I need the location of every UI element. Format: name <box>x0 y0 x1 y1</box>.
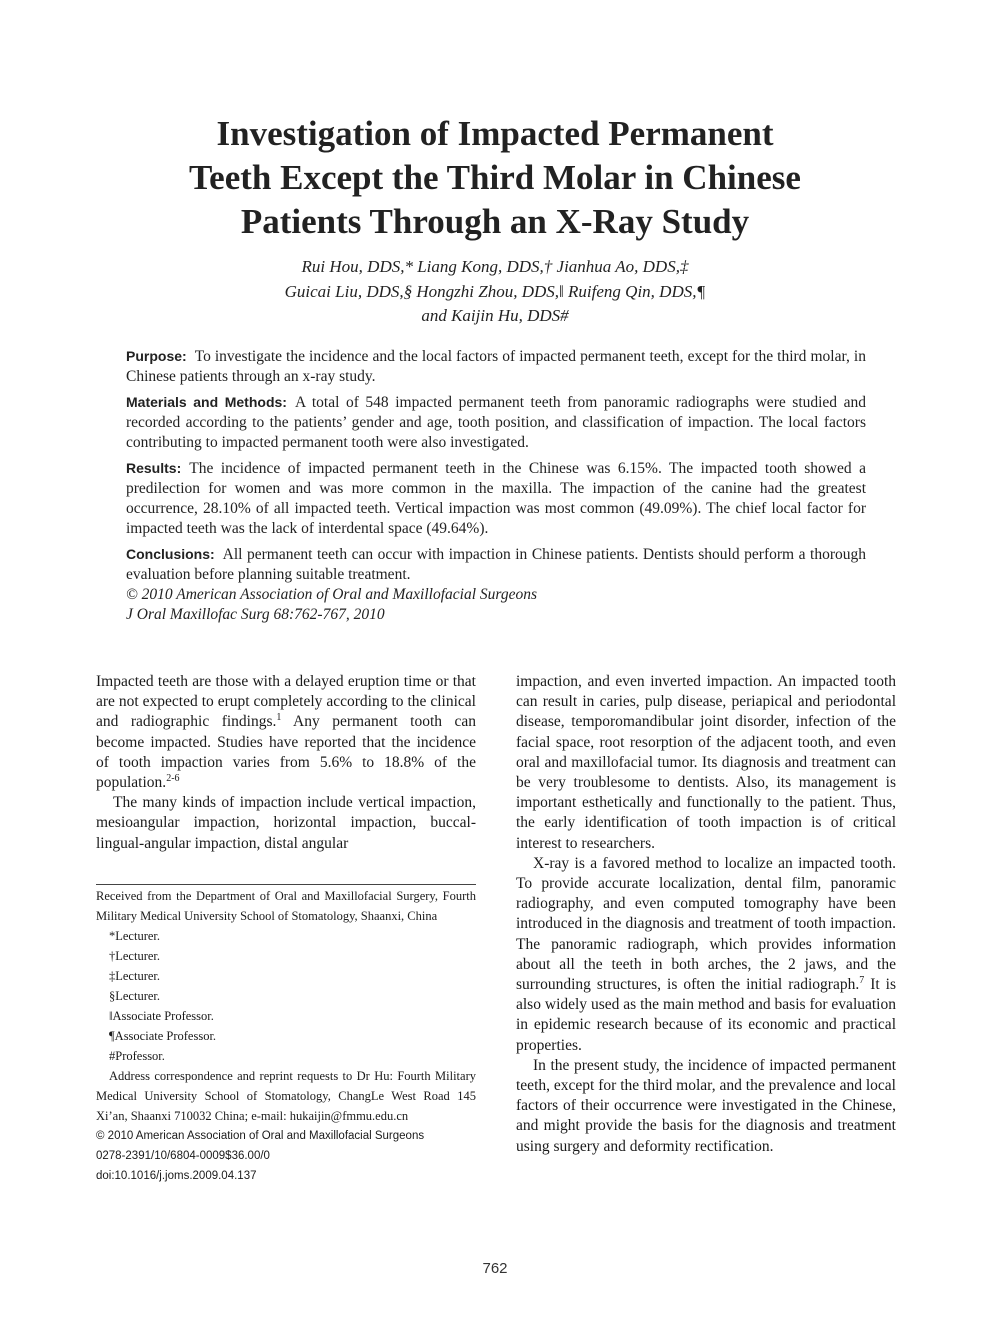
abstract-purpose <box>126 346 866 387</box>
title-line: Investigation of Impacted Permanent <box>216 114 774 153</box>
address-text: Address correspondence and reprint requests to Dr Hu: Fourth Military Medical University School of Stomatology, ChangLe West Road 145 Xi’an, Shaanxi 710032 China; e-mail: <box>96 1069 476 1123</box>
body-column-left <box>96 672 476 854</box>
email-link[interactable]: hukaijin@fmmu.edu.cn <box>289 1109 409 1123</box>
article-title <box>100 112 890 244</box>
footnote-item: #Professor. <box>109 1049 165 1063</box>
methods-text: A total of 548 impacted permanent teeth from panoramic radiographs were studied and recorded according to the patients’ gender and age, tooth position, and classification of impaction. The local factors contributing to impacted permanent tooth were also investigated. <box>126 394 866 451</box>
body-paragraph: In the present study, the incidence of impacted permanent teeth, except for the third molar, and the prevalence and local factors of their occurrence were investigated in the Chinese, and might provide the basis for the diagnosis and treatment using surgery and deformity rectification. <box>516 1056 896 1155</box>
footnote-item: ‖Associate Professor. <box>109 1009 214 1023</box>
author-line: and Kaijin Hu, DDS# <box>421 306 569 325</box>
results-text: The incidence of impacted permanent teeth in the Chinese was 6.15%. The impacted tooth showed a predilection for women and was more common in the maxilla. The impaction of the canine had the greatest occurrence, 28.10% of all impacted teeth. Vertical impaction was most common (49.09%). The chief local factor for impacted teeth was the lack of interdental space (49.64%). <box>126 460 866 537</box>
footnote-received: Received from the Department of Oral and Maxillofacial Surgery, Fourth Military Medical University School of Stomatology, Shaanxi, China <box>96 889 476 923</box>
abstract-results <box>126 458 866 539</box>
methods-label: Materials and Methods: <box>126 394 287 410</box>
body-paragraph <box>516 854 896 1056</box>
body-paragraph: The many kinds of impaction include vertical impaction, mesioangular impaction, horizontal impaction, buccal-lingual-angular impaction, distal angular <box>96 794 476 852</box>
title-line: Patients Through an X-Ray Study <box>240 202 750 241</box>
footnote-issn: 0278-2391/10/6804-0009$36.00/0 <box>96 1150 270 1162</box>
footnote-item: †Lecturer. <box>109 949 161 963</box>
reference-link[interactable]: 7 <box>859 975 865 987</box>
conclusions-text: All permanent teeth can occur with impaction in Chinese patients. Dentists should perform a thorough evaluation before planning suitable treatment. <box>126 546 866 583</box>
purpose-text: To investigate the incidence and the local factors of impacted permanent teeth, except for the third molar, in Chinese patients through an x-ray study. <box>126 348 866 385</box>
body-text: Any permanent tooth can become impacted. Studies have reported that the incidence of tooth impaction varies from 5.6% to 18.8% of the population. <box>96 713 477 792</box>
footnote-doi: doi:10.1016/j.joms.2009.04.137 <box>96 1170 257 1182</box>
body-paragraph: impaction, and even inverted impaction. An impacted tooth can result in caries, pulp disease, periapical and periodontal disease, temporomandibular joint disorder, infection of the facial space, root resorption of the adjacent tooth, and even oral and maxillofacial tumor. Its diagnosis and treatment can be very troublesome to dentists. Also, its management is important esthetically and functionally to the patient. Thus, the early identification of tooth impaction is of critical interest to researchers. <box>516 673 896 852</box>
title-line: Teeth Except the Third Molar in Chinese <box>189 158 801 197</box>
conclusions-label: Conclusions: <box>126 546 215 562</box>
footnote-item: ‡Lecturer. <box>109 969 161 983</box>
reference-link[interactable]: 2-6 <box>166 773 180 785</box>
author-list <box>150 255 840 329</box>
purpose-label: Purpose: <box>126 348 187 364</box>
footnote-item: ¶Associate Professor. <box>109 1029 217 1043</box>
page-number: 762 <box>482 1260 508 1277</box>
footnote-divider <box>96 884 476 885</box>
footnote-copyright: © 2010 American Association of Oral and Maxillofacial Surgeons <box>96 1130 425 1142</box>
footnote-item: §Lecturer. <box>109 989 161 1003</box>
footnote-address <box>96 1066 476 1126</box>
journal-citation: J Oral Maxillofac Surg 68:762-767, 2010 <box>126 606 385 623</box>
abstract-copyright: © 2010 American Association of Oral and Maxillofacial Surgeons <box>126 586 538 603</box>
footnote-item: *Lecturer. <box>109 929 161 943</box>
author-line: Rui Hou, DDS,* Liang Kong, DDS,† Jianhua Ao, DDS,‡ <box>301 257 689 276</box>
reference-link[interactable]: 1 <box>276 712 282 724</box>
footnotes <box>96 886 476 1186</box>
body-column-right <box>516 672 896 1157</box>
body-text: Impacted teeth are those with a delayed eruption time or that are not expected to erupt completely according to the clinical and radiographic findings. <box>96 673 476 731</box>
body-paragraph <box>96 672 476 793</box>
body-text: X-ray is a favored method to localize an impacted tooth. To provide accurate localization, dental film, panoramic radiography, and even computed tomography have been introduced in the diagnosis and treatment of tooth impaction. The panoramic radiograph, which provides information about all the teeth in both arches, the 2 jaws, and the surrounding structures, is often the initial radiograph. <box>516 854 896 994</box>
abstract-conclusions <box>126 544 866 585</box>
body-text: It is also widely used as the main method and basis for evaluation in epidemic research because of its economic and practical properties. <box>516 976 897 1054</box>
results-label: Results: <box>126 460 182 476</box>
abstract <box>126 346 866 625</box>
abstract-methods <box>126 392 866 453</box>
author-line: Guicai Liu, DDS,§ Hongzhi Zhou, DDS,‖ Ruifeng Qin, DDS,¶ <box>284 281 706 301</box>
